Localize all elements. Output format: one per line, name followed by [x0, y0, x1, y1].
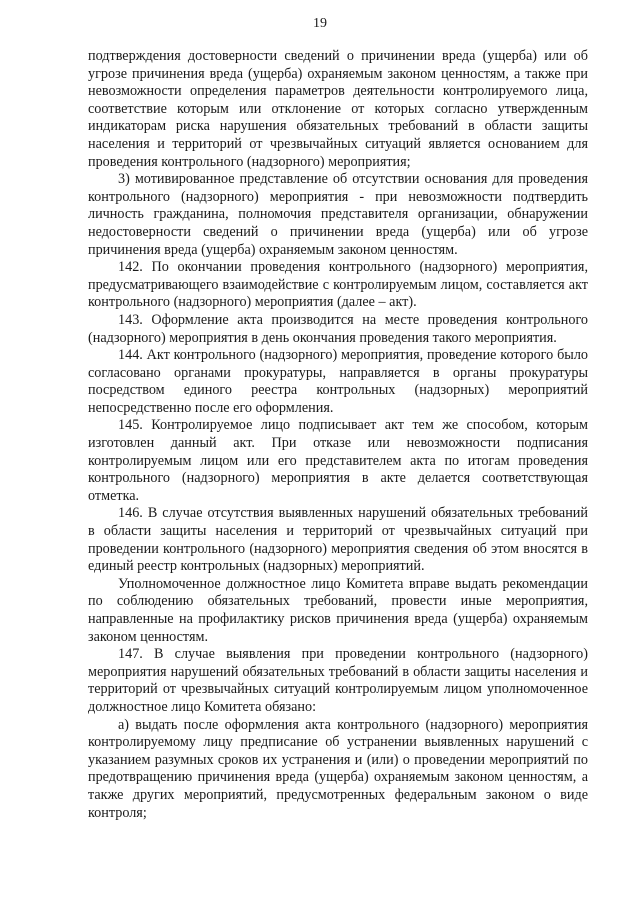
page-number: 19: [313, 16, 327, 31]
document-body: [88, 48, 588, 822]
paragraph-147-a: а) выдать после оформления акта контрольного (надзорного) мероприятия контролируемому лицу предписание об устранении выявленных нарушений с указанием разумных сроков их устранения и (или) о проведении мероприятий по предотвращению причинения вреда (ущерба) охраняемым законом ценностям, а также других мероприятий, предусмотренных федеральным законом о виде контроля;: [88, 716, 588, 821]
paragraph-recommendations: Уполномоченное должностное лицо Комитета вправе выдать рекомендации по соблюдению обязательных требований, провести иные мероприятия, направленные на профилактику рисков причинения вреда (ущерба) охраняемым законом ценностям.: [88, 575, 588, 645]
paragraph-144: 144. Акт контрольного (надзорного) мероприятия, проведение которого было согласовано органами прокуратуры, направляется в органы прокуратуры посредством единого реестра контрольных (надзорных) мероприятий непосредственно после его оформления.: [88, 347, 588, 416]
paragraph-item-3: 3) мотивированное представление об отсутствии основания для проведения контрольного (надзорного) мероприятия - при невозможности подтвердить личность гражданина, полномочия представителя организации, обнаружении недостоверности сведений о причинении вреда (ущерба) или об угрозе причинения вреда (ущерба) охраняемым законом ценностям.: [88, 171, 588, 258]
paragraph-147: 147. В случае выявления при проведении контрольного (надзорного) мероприятия нарушений обязательных требований в области защиты населения и территорий от чрезвычайных ситуаций контролируемым лицом уполномоченное должностное лицо Комитета обязано:: [88, 646, 588, 715]
paragraph-142: 142. По окончании проведения контрольного (надзорного) мероприятия, предусматривающего взаимодействие с контролируемым лицом, составляется акт контрольного (надзорного) мероприятия (далее – акт).: [88, 259, 588, 311]
paragraph-143: 143. Оформление акта производится на месте проведения контрольного (надзорного) мероприятия в день окончания проведения такого мероприятия.: [88, 311, 588, 346]
paragraph-145: 145. Контролируемое лицо подписывает акт тем же способом, которым изготовлен данный акт. При отказе или невозможности подписания контролируемым лицом или его представителем акта по итогам проведения контрольного (надзорного) мероприятия в акте делается соответствующая отметка.: [88, 417, 588, 504]
paragraph-146: 146. В случае отсутствия выявленных нарушений обязательных требований в области защиты населения и территорий от чрезвычайных ситуаций при проведении контрольного (надзорного) мероприятия сведения об этом вносятся в единый реестр контрольных (надзорных) мероприятий.: [88, 505, 588, 575]
paragraph-continuation: подтверждения достоверности сведений о причинении вреда (ущерба) или об угрозе причинения вреда (ущерба) охраняемым законом ценностям, а также при невозможности определения параметров деятельности контролируемого лица, соответствие которым или отклонение от которых согласно утвержденным индикаторам риска нарушения обязательных требований в области защиты населения и территорий от чрезвычайных ситуаций является основанием для проведения контрольного (надзорного) мероприятия;: [88, 48, 588, 170]
